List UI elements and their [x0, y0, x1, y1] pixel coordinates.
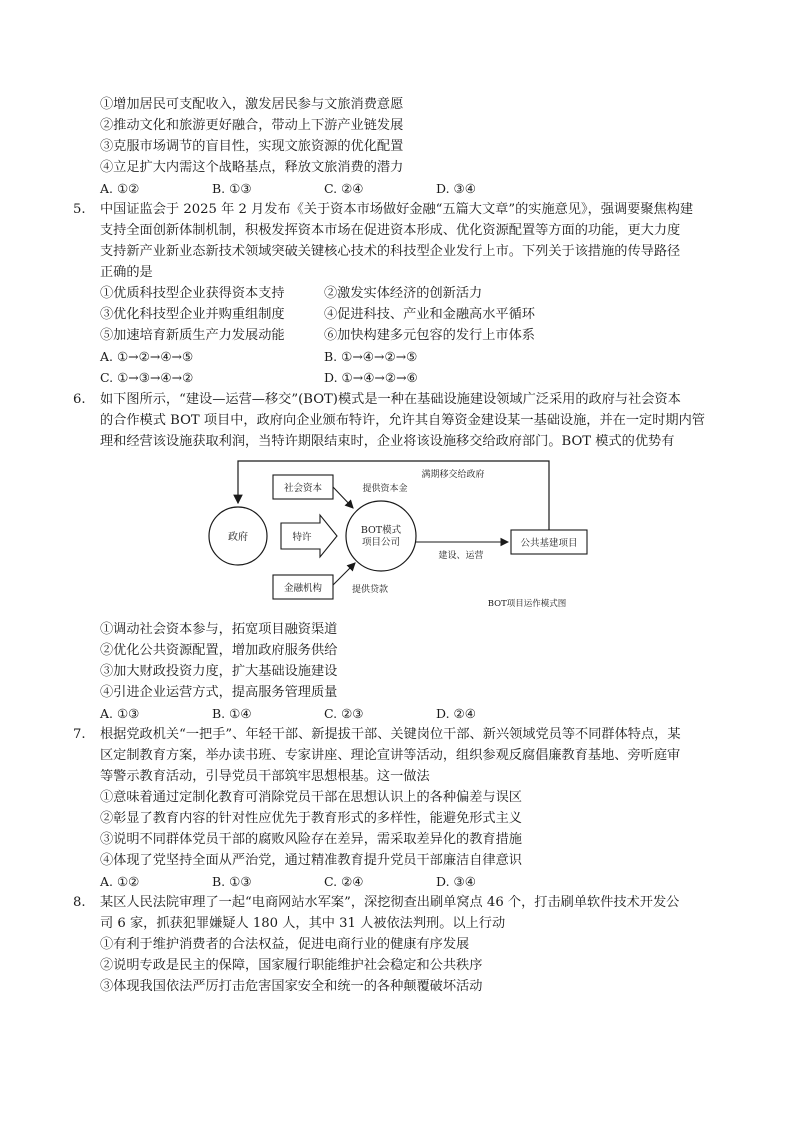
q4-item-2: ②推动文化和旅游更好融合，带动上下游产业链发展: [100, 118, 404, 133]
q5-item-1: ①优质科技型企业获得资本支持: [100, 286, 285, 301]
provide-loan-label: 提供贷款: [351, 585, 389, 595]
transfer-label: 满期移交给政府: [421, 470, 485, 480]
q5-stem-line-3: 支持新产业新业态新技术领域突破关键核心技术的科技型企业发行上市。下列关于该措施的传导路径: [100, 244, 681, 259]
q5-item-3: ③优化科技型企业并购重组制度: [100, 307, 285, 322]
q7-number: 7.: [73, 727, 86, 742]
q4-option-a: A. ①②: [100, 181, 140, 196]
q5-option-b: B. ①→④→②→⑤: [324, 349, 418, 364]
build-operate-label: 建设、运营: [438, 551, 484, 561]
q4-option-b: B. ①③: [212, 181, 252, 196]
q6-option-b: B. ①④: [212, 706, 252, 721]
bot-diagram: [195, 455, 605, 615]
q6-option-c: C. ②③: [324, 706, 364, 721]
q8-item-2: ②说明专政是民主的保障，国家履行职能维护社会稳定和公共秩序: [100, 958, 483, 973]
q5-stem-line-4: 正确的是: [100, 265, 153, 280]
q4-option-c: C. ②④: [324, 181, 364, 196]
social-capital-label: 社会资本: [283, 483, 323, 494]
q7-option-d: D. ③④: [436, 874, 476, 889]
q4-item-3: ③克服市场调节的盲目性，实现文旅资源的优化配置: [100, 139, 404, 154]
q5-item-6: ⑥加快构建多元包容的发行上市体系: [324, 328, 535, 343]
q6-option-d: D. ②④: [436, 706, 476, 721]
q4-option-d: D. ③④: [436, 181, 476, 196]
financial-institution-label: 金融机构: [283, 583, 323, 594]
q5-stem-line-2: 支持全面创新体制机制，积极发挥资本市场在促进资本形成、优化资源配置等方面的功能，更大力度: [100, 223, 681, 238]
franchise-label: 特许: [292, 532, 312, 543]
q7-option-b: B. ①③: [212, 874, 252, 889]
q6-number: 6.: [73, 392, 86, 407]
q5-stem-line-1: 中国证监会于 2025 年 2 月发布《关于资本市场做好金融“五篇大文章”的实施意见》，强调要聚焦构建: [100, 202, 694, 217]
q4-item-1: ①增加居民可支配收入，激发居民参与文旅消费意愿: [100, 97, 404, 112]
q7-option-c: C. ②④: [324, 874, 364, 889]
q4-item-4: ④立足扩大内需这个战略基点，释放文旅消费的潜力: [100, 160, 404, 175]
bot-company-line1: BOT模式: [360, 525, 402, 536]
q6-item-1: ①调动社会资本参与，拓宽项目融资渠道: [100, 622, 338, 637]
q5-option-c: C. ①→③→④→②: [100, 370, 194, 385]
q8-number: 8.: [73, 895, 86, 910]
bot-company-line2: 项目公司: [361, 537, 401, 548]
q7-option-a: A. ①②: [100, 874, 140, 889]
q6-option-a: A. ①③: [100, 706, 140, 721]
q7-item-2: ②彰显了教育内容的针对性应优先于教育形式的多样性，能避免形式主义: [100, 811, 522, 826]
q6-item-4: ④引进企业运营方式，提高服务管理质量: [100, 685, 338, 700]
diagram-caption: BOT项目运作模式图: [487, 599, 567, 609]
loan-arrow: [333, 563, 355, 585]
provide-capital-label: 提供资本金: [362, 484, 408, 494]
q6-item-2: ②优化公共资源配置，增加政府服务供给: [100, 643, 338, 658]
q7-item-4: ④体现了党坚持全面从严治党，通过精准教育提升党员干部廉洁自律意识: [100, 853, 522, 868]
q7-item-3: ③说明不同群体党员干部的腐败风险存在差异，需采取差异化的教育措施: [100, 832, 522, 847]
q7-stem-line-2: 区定制教育方案，举办读书班、专家讲座、理论宣讲等活动，组织参观反腐倡廉教育基地、旁听庭审: [100, 748, 681, 763]
q7-item-1: ①意味着通过定制化教育可消除党员干部在思想认识上的各种偏差与误区: [100, 790, 522, 805]
q8-item-1: ①有利于维护消费者的合法权益，促进电商行业的健康有序发展: [100, 937, 470, 952]
q5-item-2: ②激发实体经济的创新活力: [324, 286, 483, 301]
q8-stem-line-1: 某区人民法院审理了一起“电商网站水军案”，深挖彻查出刷单窝点 46 个，打击刷单软件技术开发公: [100, 895, 680, 910]
q5-item-5: ⑤加速培育新质生产力发展动能: [100, 328, 285, 343]
q8-stem-line-2: 司 6 家，抓获犯罪嫌疑人 180 人，其中 31 人被依法判刑。以上行动: [100, 916, 506, 931]
q6-stem-line-3: 理和经营该设施获取利润，当特许期限结束时，企业将该设施移交给政府部门。BOT 模式的优势有: [100, 434, 675, 449]
bot-company-node: [346, 501, 416, 571]
q6-stem-line-1: 如下图所示，“建设—运营—移交”(BOT)模式是一种在基础设施建设领域广泛采用的政府与社会资本: [100, 392, 681, 407]
q8-item-3: ③体现我国依法严厉打击危害国家安全和统一的各种颠覆破坏活动: [100, 979, 483, 994]
q7-stem-line-1: 根据党政机关“一把手”、年轻干部、新提拔干部、关键岗位干部、新兴领域党员等不同群体特点，某: [100, 727, 681, 742]
capital-arrow: [333, 487, 353, 508]
q6-stem-line-2: 的合作模式 BOT 项目中，政府向企业颁布特许，允许其自筹资金建设某一基础设施，并在一定时期内管: [100, 413, 705, 428]
q5-option-a: A. ①→②→④→⑤: [100, 349, 194, 364]
q5-option-d: D. ①→④→②→⑥: [324, 370, 418, 385]
public-project-label: 公共基建项目: [520, 538, 578, 549]
q7-stem-line-3: 等警示教育活动，引导党员干部筑牢思想根基。这一做法: [100, 769, 430, 784]
q6-item-3: ③加大财政投资力度，扩大基础设施建设: [100, 664, 338, 679]
government-label: 政府: [228, 532, 248, 543]
q5-number: 5.: [73, 202, 86, 217]
q5-item-4: ④促进科技、产业和金融高水平循环: [324, 307, 535, 322]
